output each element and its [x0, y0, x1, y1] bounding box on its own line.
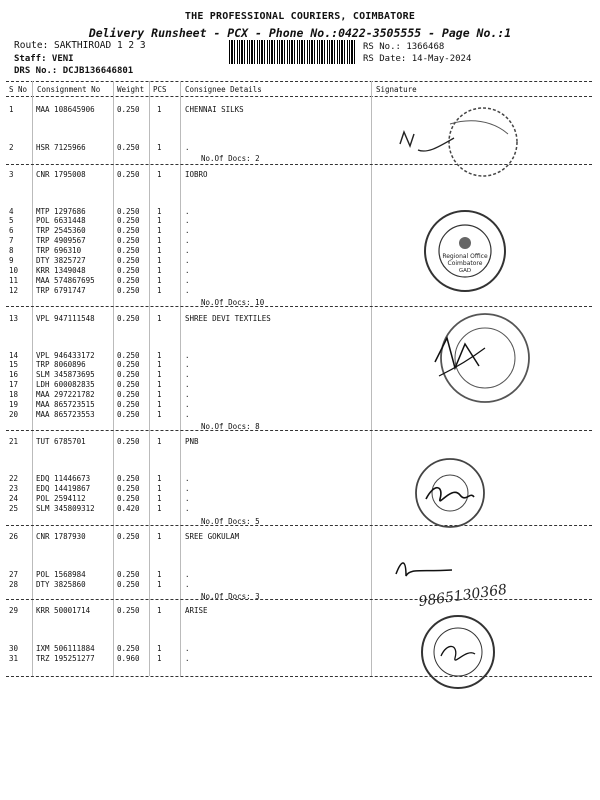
row-consignment: KRR 50001714 [36, 606, 91, 615]
docs-count: No.Of Docs: 8 [201, 422, 260, 431]
stamp-text: Coimbatore [447, 260, 483, 267]
row-weight: 0.250 [117, 644, 140, 653]
row-pcs: 1 [157, 474, 162, 483]
row-pcs: 1 [157, 246, 162, 255]
row-weight: 0.250 [117, 170, 140, 179]
row-pcs: 1 [157, 504, 162, 513]
row-consignment: CNR 1795008 [36, 170, 86, 179]
row-sno: 9 [9, 256, 14, 265]
row-consignment: DTY 3825860 [36, 580, 86, 589]
row-consignment: SLM 345873695 [36, 370, 95, 379]
row-consignee: . [185, 286, 190, 295]
row-pcs: 1 [157, 484, 162, 493]
row-weight: 0.250 [117, 105, 140, 114]
row-consignee: . [185, 370, 190, 379]
row-sno: 20 [9, 410, 19, 419]
row-pcs: 1 [157, 410, 162, 419]
row-weight: 0.420 [117, 504, 140, 513]
col-weight: Weight [117, 85, 145, 94]
row-pcs: 1 [157, 143, 162, 152]
row-consignment: EDQ 11446673 [36, 474, 91, 483]
row-weight: 0.250 [117, 286, 140, 295]
row-consignee: CHENNAI SILKS [185, 105, 244, 114]
row-sno: 26 [9, 532, 19, 541]
row-weight: 0.250 [117, 570, 140, 579]
row-sno: 25 [9, 504, 19, 513]
row-pcs: 1 [157, 351, 162, 360]
row-consignee: PNB [185, 437, 199, 446]
row-consignee: . [185, 504, 190, 513]
row-weight: 0.250 [117, 216, 140, 225]
row-consignee: . [185, 276, 190, 285]
signature-stamp-4 [408, 455, 498, 533]
row-sno: 10 [9, 266, 19, 275]
row-consignee: ARISE [185, 606, 208, 615]
row-consignee: . [185, 360, 190, 369]
row-weight: 0.250 [117, 437, 140, 446]
row-pcs: 1 [157, 207, 162, 216]
row-consignment: DTY 3825727 [36, 256, 86, 265]
row-consignment: LDH 600082835 [36, 380, 95, 389]
col-divider [371, 81, 372, 676]
rs-number: RS No.: 1366468 [363, 42, 445, 52]
row-consignment: CNR 1787930 [36, 532, 86, 541]
row-sno: 17 [9, 380, 19, 389]
row-sno: 24 [9, 494, 19, 503]
col-consignment: Consignment No [37, 85, 101, 94]
col-divider [113, 81, 114, 676]
row-pcs: 1 [157, 654, 162, 663]
row-weight: 0.250 [117, 351, 140, 360]
col-divider [180, 81, 181, 676]
signature-stamp-5 [415, 612, 505, 692]
drs-number: DRS No.: DCJB136646801 [14, 66, 134, 76]
row-pcs: 1 [157, 580, 162, 589]
signature-stamp-2 [420, 205, 520, 297]
row-weight: 0.250 [117, 143, 140, 152]
row-consignment: POL 2594112 [36, 494, 86, 503]
handwritten-phone: 9865130368 [417, 581, 509, 610]
row-weight: 0.250 [117, 390, 140, 399]
row-sno: 22 [9, 474, 19, 483]
row-consignee: . [185, 216, 190, 225]
row-consignee: . [185, 400, 190, 409]
row-consignee: . [185, 143, 190, 152]
row-pcs: 1 [157, 276, 162, 285]
row-consignment: TRP 4909567 [36, 236, 86, 245]
row-sno: 7 [9, 236, 14, 245]
row-consignee: IOBRO [185, 170, 208, 179]
group-divider [6, 525, 592, 526]
row-consignee: . [185, 410, 190, 419]
row-consignment: TRP 696310 [36, 246, 82, 255]
row-pcs: 1 [157, 370, 162, 379]
row-consignment: HSR 7125966 [36, 143, 86, 152]
row-weight: 0.250 [117, 410, 140, 419]
row-consignment: MAA 108645906 [36, 105, 95, 114]
row-consignment: MAA 297221782 [36, 390, 95, 399]
row-sno: 14 [9, 351, 19, 360]
row-sno: 5 [9, 216, 14, 225]
row-weight: 0.250 [117, 484, 140, 493]
row-weight: 0.250 [117, 606, 140, 615]
table-header-rule [6, 96, 592, 97]
row-sno: 19 [9, 400, 19, 409]
row-consignment: TUT 6785701 [36, 437, 86, 446]
row-sno: 15 [9, 360, 19, 369]
row-pcs: 1 [157, 390, 162, 399]
signature-stamp-3 [425, 308, 535, 408]
col-divider [32, 81, 33, 676]
row-pcs: 1 [157, 216, 162, 225]
docs-count: No.Of Docs: 3 [201, 592, 260, 601]
row-consignee: . [185, 207, 190, 216]
group-divider [6, 306, 592, 307]
row-pcs: 1 [157, 314, 162, 323]
row-consignee: . [185, 236, 190, 245]
row-consignee: . [185, 266, 190, 275]
row-weight: 0.250 [117, 314, 140, 323]
row-sno: 31 [9, 654, 19, 663]
row-consignee: . [185, 570, 190, 579]
row-weight: 0.250 [117, 580, 140, 589]
row-consignment: TRZ 195251277 [36, 654, 95, 663]
row-weight: 0.250 [117, 380, 140, 389]
row-weight: 0.250 [117, 370, 140, 379]
row-consignment: SLM 345809312 [36, 504, 95, 513]
row-weight: 0.250 [117, 494, 140, 503]
row-weight: 0.250 [117, 236, 140, 245]
row-weight: 0.250 [117, 474, 140, 483]
row-pcs: 1 [157, 170, 162, 179]
barcode-image [229, 40, 355, 64]
stamp-text: Regional Office [442, 253, 488, 260]
row-weight: 0.250 [117, 400, 140, 409]
row-consignment: EDQ 14419867 [36, 484, 91, 493]
row-sno: 6 [9, 226, 14, 235]
row-pcs: 1 [157, 532, 162, 541]
route-label: Route: SAKTHIROAD 1 2 3 [14, 40, 146, 51]
row-consignee: SHREE DEVI TEXTILES [185, 314, 271, 323]
row-consignee: . [185, 654, 190, 663]
row-pcs: 1 [157, 606, 162, 615]
row-weight: 0.250 [117, 360, 140, 369]
row-sno: 11 [9, 276, 19, 285]
runsheet-subtitle: Delivery Runsheet - PCX - Phone No.:0422-3505555 - Page No.:1 [88, 26, 512, 40]
row-pcs: 1 [157, 644, 162, 653]
row-consignee: . [185, 256, 190, 265]
row-weight: 0.250 [117, 246, 140, 255]
stamp-text: GAD [458, 268, 472, 274]
row-consignment: KRR 1349048 [36, 266, 86, 275]
row-consignment: VPL 946433172 [36, 351, 95, 360]
row-weight: 0.250 [117, 532, 140, 541]
row-consignee: . [185, 390, 190, 399]
row-sno: 28 [9, 580, 19, 589]
row-weight: 0.250 [117, 276, 140, 285]
row-consignee: . [185, 226, 190, 235]
row-sno: 13 [9, 314, 19, 323]
row-sno: 3 [9, 170, 14, 179]
row-pcs: 1 [157, 236, 162, 245]
col-sno: S No [9, 85, 28, 94]
row-pcs: 1 [157, 105, 162, 114]
row-sno: 4 [9, 207, 14, 216]
row-weight: 0.960 [117, 654, 140, 663]
row-consignee: SREE GOKULAM [185, 532, 240, 541]
row-consignment: VPL 947111548 [36, 314, 95, 323]
row-sno: 18 [9, 390, 19, 399]
row-pcs: 1 [157, 286, 162, 295]
row-pcs: 1 [157, 256, 162, 265]
row-pcs: 1 [157, 380, 162, 389]
row-consignee: . [185, 474, 190, 483]
row-consignee: . [185, 484, 190, 493]
docs-count: No.Of Docs: 5 [201, 517, 260, 526]
row-consignment: TRP 6791747 [36, 286, 86, 295]
row-consignee: . [185, 580, 190, 589]
row-pcs: 1 [157, 570, 162, 579]
row-consignee: . [185, 351, 190, 360]
row-consignment: MAA 865723515 [36, 400, 95, 409]
row-weight: 0.250 [117, 266, 140, 275]
table-top-rule [6, 81, 592, 82]
group-divider [6, 430, 592, 431]
row-consignment: MTP 1297686 [36, 207, 86, 216]
row-weight: 0.250 [117, 256, 140, 265]
row-consignment: POL 6631448 [36, 216, 86, 225]
signature-handwritten [392, 548, 552, 610]
row-sno: 8 [9, 246, 14, 255]
row-pcs: 1 [157, 360, 162, 369]
row-pcs: 1 [157, 226, 162, 235]
row-consignment: MAA 865723553 [36, 410, 95, 419]
row-pcs: 1 [157, 400, 162, 409]
row-sno: 1 [9, 105, 14, 114]
row-sno: 23 [9, 484, 19, 493]
row-consignment: MAA 574867695 [36, 276, 95, 285]
row-consignment: TRP 8060896 [36, 360, 86, 369]
row-consignee: . [185, 494, 190, 503]
row-consignee: . [185, 644, 190, 653]
col-signature: Signature [376, 85, 417, 94]
row-sno: 12 [9, 286, 19, 295]
row-consignment: IXM 506111884 [36, 644, 95, 653]
rs-date: RS Date: 14-May-2024 [363, 54, 472, 64]
row-weight: 0.250 [117, 207, 140, 216]
row-consignee: . [185, 380, 190, 389]
signature-stamp-1 [380, 104, 540, 179]
docs-count: No.Of Docs: 2 [201, 154, 260, 163]
row-sno: 30 [9, 644, 19, 653]
company-title: THE PROFESSIONAL COURIERS, COIMBATORE [184, 11, 416, 22]
row-sno: 21 [9, 437, 19, 446]
row-sno: 27 [9, 570, 19, 579]
row-consignment: TRP 2545360 [36, 226, 86, 235]
staff-label: Staff: VENI [14, 54, 74, 64]
row-consignment: POL 1568984 [36, 570, 86, 579]
row-sno: 2 [9, 143, 14, 152]
row-sno: 16 [9, 370, 19, 379]
col-pcs: PCS [153, 85, 167, 94]
row-pcs: 1 [157, 266, 162, 275]
row-sno: 29 [9, 606, 19, 615]
docs-count: No.Of Docs: 10 [201, 298, 265, 307]
row-pcs: 1 [157, 494, 162, 503]
col-divider [149, 81, 150, 676]
row-pcs: 1 [157, 437, 162, 446]
col-consignee: Consignee Details [185, 85, 262, 94]
row-weight: 0.250 [117, 226, 140, 235]
row-consignee: . [185, 246, 190, 255]
